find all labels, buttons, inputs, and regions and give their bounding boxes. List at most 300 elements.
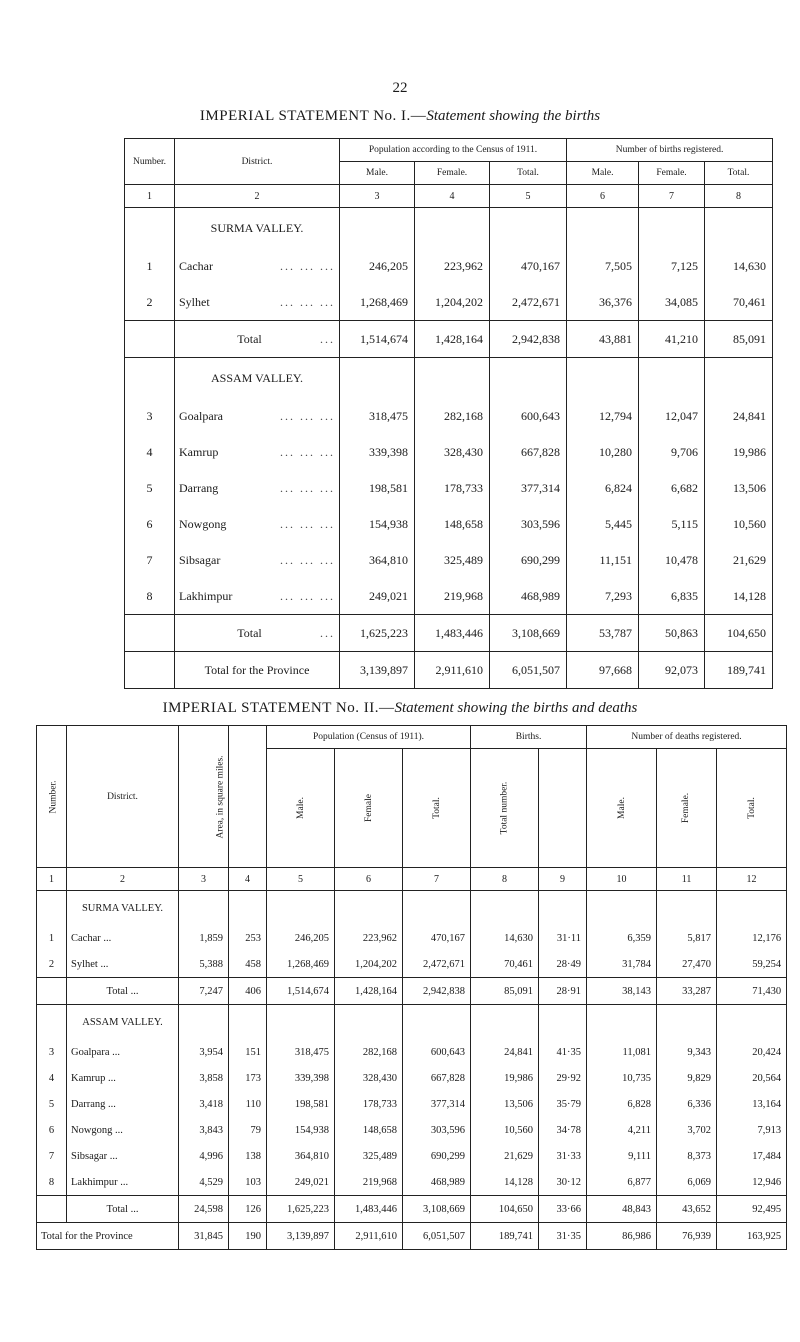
leader-dots: ...	[320, 331, 335, 346]
row-number: 3	[37, 1039, 67, 1065]
total-b-male: 53,787	[567, 615, 639, 652]
cell-pop-male: 249,021	[340, 578, 415, 615]
table-row	[125, 578, 773, 615]
cell-births-total: 10,560	[471, 1117, 539, 1143]
column-number: 4	[415, 185, 490, 208]
cell-b-total: 13,506	[705, 470, 773, 506]
col-number-header: Number.	[37, 726, 67, 868]
cell-pop-female: 325,489	[335, 1143, 403, 1169]
district-name: Sylhet ...	[67, 951, 179, 978]
empty-cell	[490, 358, 567, 399]
cell-b-total: 14,128	[705, 578, 773, 615]
cell-births-rate: 29·92	[539, 1065, 587, 1091]
province-pop-female: 2,911,610	[335, 1223, 403, 1250]
district-name: Darrang ...	[67, 1091, 179, 1117]
column-number-row	[37, 868, 787, 891]
cell-pop-total: 690,299	[403, 1143, 471, 1169]
group-heading: SURMA VALLEY.	[175, 208, 340, 249]
statement-2-title	[0, 700, 800, 717]
empty-cell	[340, 208, 415, 249]
province-number-cell	[125, 652, 175, 689]
cell-pop-total: 2,472,671	[490, 284, 567, 321]
cell-b-female: 34,085	[639, 284, 705, 321]
total-area: 7,247	[179, 978, 229, 1005]
total-b-female: 50,863	[639, 615, 705, 652]
empty-cell	[657, 1005, 717, 1040]
row-number: 8	[37, 1169, 67, 1196]
province-d-female: 76,939	[657, 1223, 717, 1250]
total-pop-male: 1,514,674	[267, 978, 335, 1005]
column-number: 8	[471, 868, 539, 891]
table-row	[37, 1117, 787, 1143]
total-d-male: 48,843	[587, 1196, 657, 1223]
deaths-female-header: Female.	[657, 749, 717, 868]
column-number: 5	[490, 185, 567, 208]
total-pop-female: 1,483,446	[415, 615, 490, 652]
column-number: 10	[587, 868, 657, 891]
row-number: 1	[125, 248, 175, 284]
cell-pop-female: 328,430	[335, 1065, 403, 1091]
total-b-total: 85,091	[705, 321, 773, 358]
cell-d-male: 6,877	[587, 1169, 657, 1196]
births-rate-header	[539, 749, 587, 868]
col-density-header	[229, 726, 267, 868]
deaths-total-header: Total.	[717, 749, 787, 868]
leader-dots: ... ... ...	[280, 294, 335, 309]
cell-d-total: 12,176	[717, 925, 787, 951]
col-district-header: District.	[175, 139, 340, 185]
empty-cell	[179, 1005, 229, 1040]
cell-pop-female: 282,168	[415, 398, 490, 434]
population-group-header: Population (Census of 1911).	[267, 726, 471, 749]
total-number-cell	[125, 615, 175, 652]
cell-pop-total: 470,167	[403, 925, 471, 951]
column-number: 4	[229, 868, 267, 891]
district-label: Nowgong	[179, 516, 227, 531]
statement-1-title	[0, 108, 800, 125]
group-heading-row	[37, 1005, 787, 1040]
total-row	[125, 321, 773, 358]
cell-b-total: 24,841	[705, 398, 773, 434]
district-label: Lakhimpur	[179, 588, 233, 603]
empty-cell	[403, 891, 471, 926]
district-name: Goalpara ...	[67, 1039, 179, 1065]
empty-cell	[539, 891, 587, 926]
pop-male-header: Male.	[267, 749, 335, 868]
column-number: 3	[179, 868, 229, 891]
cell-area: 5,388	[179, 951, 229, 978]
cell-b-male: 6,824	[567, 470, 639, 506]
table-row	[125, 470, 773, 506]
cell-d-female: 8,373	[657, 1143, 717, 1169]
cell-pop-total: 600,643	[403, 1039, 471, 1065]
table-row	[37, 1091, 787, 1117]
empty-cell	[490, 208, 567, 249]
empty-cell	[587, 891, 657, 926]
district-label: Cachar	[179, 258, 213, 273]
cell-births-total: 14,128	[471, 1169, 539, 1196]
empty-cell	[335, 891, 403, 926]
cell-pop-female: 178,733	[335, 1091, 403, 1117]
column-number: 8	[705, 185, 773, 208]
total-density: 126	[229, 1196, 267, 1223]
empty-cell	[717, 891, 787, 926]
cell-b-male: 5,445	[567, 506, 639, 542]
row-number: 3	[125, 398, 175, 434]
pop-total-header: Total.	[490, 162, 567, 185]
row-number: 6	[125, 506, 175, 542]
cell-births-total: 70,461	[471, 951, 539, 978]
province-total-row	[37, 1223, 787, 1250]
column-number: 7	[403, 868, 471, 891]
births-total-number-header: Total number.	[471, 749, 539, 868]
district-name: Cachar ...	[67, 925, 179, 951]
column-number: 1	[37, 868, 67, 891]
total-row	[37, 1196, 787, 1223]
district-name	[175, 284, 340, 321]
cell-area: 3,843	[179, 1117, 229, 1143]
column-number: 1	[125, 185, 175, 208]
cell-pop-female: 325,489	[415, 542, 490, 578]
cell-b-female: 12,047	[639, 398, 705, 434]
total-d-total: 71,430	[717, 978, 787, 1005]
total-births-rate: 33·66	[539, 1196, 587, 1223]
total-number-cell	[37, 1196, 67, 1223]
cell-pop-male: 198,581	[267, 1091, 335, 1117]
cell-pop-female: 219,968	[415, 578, 490, 615]
total-row	[125, 615, 773, 652]
cell-b-total: 70,461	[705, 284, 773, 321]
empty-cell	[229, 1005, 267, 1040]
table-row	[125, 248, 773, 284]
total-d-male: 38,143	[587, 978, 657, 1005]
district-name	[175, 398, 340, 434]
leader-dots: ... ... ...	[280, 552, 335, 567]
province-births-total: 189,741	[471, 1223, 539, 1250]
table-row	[37, 925, 787, 951]
district-name	[175, 506, 340, 542]
district-name: Lakhimpur ...	[67, 1169, 179, 1196]
table-row	[37, 1169, 787, 1196]
cell-d-total: 7,913	[717, 1117, 787, 1143]
cell-pop-male: 318,475	[267, 1039, 335, 1065]
group-number-cell	[125, 208, 175, 249]
cell-density: 103	[229, 1169, 267, 1196]
cell-pop-total: 303,596	[490, 506, 567, 542]
cell-pop-female: 1,204,202	[415, 284, 490, 321]
district-name: Sibsagar ...	[67, 1143, 179, 1169]
cell-pop-female: 223,962	[415, 248, 490, 284]
cell-pop-male: 339,398	[267, 1065, 335, 1091]
district-name	[175, 542, 340, 578]
pop-female-header: Female.	[415, 162, 490, 185]
cell-b-male: 11,151	[567, 542, 639, 578]
cell-pop-male: 249,021	[267, 1169, 335, 1196]
empty-cell	[705, 358, 773, 399]
total-b-female: 41,210	[639, 321, 705, 358]
total-label-text: Total	[237, 331, 262, 346]
cell-births-rate: 28·49	[539, 951, 587, 978]
empty-cell	[340, 358, 415, 399]
province-d-male: 86,986	[587, 1223, 657, 1250]
province-total-row	[125, 652, 773, 689]
empty-cell	[415, 208, 490, 249]
cell-b-male: 7,505	[567, 248, 639, 284]
column-number: 3	[340, 185, 415, 208]
leader-dots: ...	[320, 625, 335, 640]
births-total-header: Total.	[705, 162, 773, 185]
row-number: 2	[125, 284, 175, 321]
cell-pop-total: 2,472,671	[403, 951, 471, 978]
total-d-total: 92,495	[717, 1196, 787, 1223]
deaths-male-header: Male.	[587, 749, 657, 868]
table-row	[125, 398, 773, 434]
table-row	[125, 506, 773, 542]
statement-2-title-italic: Statement showing the births and deaths	[394, 700, 638, 716]
cell-pop-total: 468,989	[490, 578, 567, 615]
cell-d-total: 12,946	[717, 1169, 787, 1196]
district-label: Goalpara	[179, 408, 223, 423]
cell-pop-total: 600,643	[490, 398, 567, 434]
cell-pop-female: 223,962	[335, 925, 403, 951]
cell-d-female: 27,470	[657, 951, 717, 978]
province-pop-total: 6,051,507	[403, 1223, 471, 1250]
province-area: 31,845	[179, 1223, 229, 1250]
deaths-group-header: Number of deaths registered.	[587, 726, 787, 749]
table-row	[37, 1143, 787, 1169]
group-heading: ASSAM VALLEY.	[67, 1005, 179, 1040]
total-number-cell	[125, 321, 175, 358]
column-number: 6	[567, 185, 639, 208]
empty-cell	[717, 1005, 787, 1040]
group-heading: SURMA VALLEY.	[67, 891, 179, 926]
cell-births-total: 24,841	[471, 1039, 539, 1065]
group-heading-row	[125, 208, 773, 249]
cell-births-rate: 31·11	[539, 925, 587, 951]
cell-d-female: 6,069	[657, 1169, 717, 1196]
total-pop-female: 1,428,164	[335, 978, 403, 1005]
pop-total-header: Total.	[403, 749, 471, 868]
total-pop-total: 3,108,669	[403, 1196, 471, 1223]
province-births-rate: 31·35	[539, 1223, 587, 1250]
leader-dots: ... ... ...	[280, 408, 335, 423]
cell-d-male: 6,828	[587, 1091, 657, 1117]
cell-pop-male: 154,938	[267, 1117, 335, 1143]
empty-cell	[471, 1005, 539, 1040]
row-number: 5	[125, 470, 175, 506]
cell-b-female: 6,682	[639, 470, 705, 506]
cell-d-male: 6,359	[587, 925, 657, 951]
empty-cell	[587, 1005, 657, 1040]
row-number: 2	[37, 951, 67, 978]
empty-cell	[539, 1005, 587, 1040]
row-number: 6	[37, 1117, 67, 1143]
leader-dots: ... ... ...	[280, 258, 335, 273]
table-row	[125, 434, 773, 470]
statement-2-title-main: IMPERIAL STATEMENT No. II.—	[162, 700, 395, 716]
group-number-cell	[125, 358, 175, 399]
cell-d-total: 13,164	[717, 1091, 787, 1117]
cell-area: 3,954	[179, 1039, 229, 1065]
total-row	[37, 978, 787, 1005]
cell-b-male: 10,280	[567, 434, 639, 470]
cell-pop-total: 303,596	[403, 1117, 471, 1143]
group-heading: ASSAM VALLEY.	[175, 358, 340, 399]
cell-births-rate: 35·79	[539, 1091, 587, 1117]
cell-pop-male: 246,205	[267, 925, 335, 951]
cell-pop-female: 219,968	[335, 1169, 403, 1196]
total-pop-female: 1,483,446	[335, 1196, 403, 1223]
total-pop-total: 2,942,838	[490, 321, 567, 358]
leader-dots: ... ... ...	[280, 444, 335, 459]
births-female-header: Female.	[639, 162, 705, 185]
cell-area: 3,418	[179, 1091, 229, 1117]
cell-area: 3,858	[179, 1065, 229, 1091]
statement-1-body	[125, 208, 773, 689]
statement-2-table	[36, 725, 787, 1250]
total-label-text: Total	[237, 625, 262, 640]
statement-1-title-main: IMPERIAL STATEMENT No. I.—	[199, 108, 427, 124]
empty-cell	[335, 1005, 403, 1040]
col-number-header: Number.	[125, 139, 175, 185]
column-number: 5	[267, 868, 335, 891]
cell-pop-female: 1,204,202	[335, 951, 403, 978]
cell-pop-total: 377,314	[490, 470, 567, 506]
column-number: 11	[657, 868, 717, 891]
district-label: Darrang	[179, 480, 219, 495]
cell-density: 110	[229, 1091, 267, 1117]
row-number: 7	[37, 1143, 67, 1169]
total-pop-male: 1,625,223	[267, 1196, 335, 1223]
page-number: 22	[392, 80, 408, 96]
empty-cell	[179, 891, 229, 926]
cell-d-male: 31,784	[587, 951, 657, 978]
total-pop-total: 2,942,838	[403, 978, 471, 1005]
cell-births-total: 21,629	[471, 1143, 539, 1169]
district-name	[175, 470, 340, 506]
cell-d-male: 11,081	[587, 1039, 657, 1065]
total-d-female: 43,652	[657, 1196, 717, 1223]
empty-cell	[267, 1005, 335, 1040]
pop-female-header: Female	[335, 749, 403, 868]
province-total-label: Total for the Province	[37, 1223, 179, 1250]
group-heading-row	[37, 891, 787, 926]
pop-male-header: Male.	[340, 162, 415, 185]
cell-pop-total: 470,167	[490, 248, 567, 284]
cell-d-total: 20,564	[717, 1065, 787, 1091]
group-number-cell	[37, 1005, 67, 1040]
row-number: 8	[125, 578, 175, 615]
empty-cell	[639, 208, 705, 249]
cell-d-male: 4,211	[587, 1117, 657, 1143]
cell-pop-male: 318,475	[340, 398, 415, 434]
province-pop-male: 3,139,897	[340, 652, 415, 689]
cell-density: 173	[229, 1065, 267, 1091]
cell-b-male: 12,794	[567, 398, 639, 434]
cell-b-female: 6,835	[639, 578, 705, 615]
cell-d-male: 9,111	[587, 1143, 657, 1169]
province-b-male: 97,668	[567, 652, 639, 689]
column-number-row	[125, 185, 773, 208]
row-number: 7	[125, 542, 175, 578]
total-area: 24,598	[179, 1196, 229, 1223]
province-density: 190	[229, 1223, 267, 1250]
total-density: 406	[229, 978, 267, 1005]
empty-cell	[567, 208, 639, 249]
total-label: Total ...	[67, 1196, 179, 1223]
empty-cell	[567, 358, 639, 399]
district-name	[175, 248, 340, 284]
row-number: 1	[37, 925, 67, 951]
cell-births-rate: 31·33	[539, 1143, 587, 1169]
province-d-total: 163,925	[717, 1223, 787, 1250]
cell-pop-total: 468,989	[403, 1169, 471, 1196]
empty-cell	[403, 1005, 471, 1040]
cell-pop-total: 667,828	[403, 1065, 471, 1091]
cell-pop-total: 690,299	[490, 542, 567, 578]
table-row	[37, 1039, 787, 1065]
empty-cell	[415, 358, 490, 399]
cell-births-rate: 30·12	[539, 1169, 587, 1196]
cell-pop-total: 377,314	[403, 1091, 471, 1117]
group-number-cell	[37, 891, 67, 926]
cell-density: 151	[229, 1039, 267, 1065]
district-name	[175, 578, 340, 615]
cell-pop-male: 364,810	[340, 542, 415, 578]
cell-pop-total: 667,828	[490, 434, 567, 470]
table-row	[125, 284, 773, 321]
table-row	[37, 951, 787, 978]
cell-births-total: 19,986	[471, 1065, 539, 1091]
leader-dots: ... ... ...	[280, 516, 335, 531]
cell-b-total: 14,630	[705, 248, 773, 284]
total-b-male: 43,881	[567, 321, 639, 358]
cell-d-male: 10,735	[587, 1065, 657, 1091]
cell-births-rate: 41·35	[539, 1039, 587, 1065]
province-pop-male: 3,139,897	[267, 1223, 335, 1250]
cell-pop-female: 148,658	[415, 506, 490, 542]
column-number: 2	[67, 868, 179, 891]
cell-pop-female: 282,168	[335, 1039, 403, 1065]
table-row	[37, 1065, 787, 1091]
province-b-total: 189,741	[705, 652, 773, 689]
statement-1-title-italic: Statement showing the births	[426, 108, 601, 124]
total-pop-total: 3,108,669	[490, 615, 567, 652]
total-label	[175, 321, 340, 358]
births-group-header: Number of births registered.	[567, 139, 773, 162]
province-b-female: 92,073	[639, 652, 705, 689]
col-district-header: District.	[67, 726, 179, 868]
cell-births-total: 14,630	[471, 925, 539, 951]
total-births-total: 85,091	[471, 978, 539, 1005]
cell-b-female: 5,115	[639, 506, 705, 542]
province-total-label: Total for the Province	[175, 652, 340, 689]
total-b-total: 104,650	[705, 615, 773, 652]
cell-b-female: 9,706	[639, 434, 705, 470]
cell-b-total: 10,560	[705, 506, 773, 542]
cell-d-female: 9,343	[657, 1039, 717, 1065]
cell-density: 138	[229, 1143, 267, 1169]
group-heading-row	[125, 358, 773, 399]
province-pop-total: 6,051,507	[490, 652, 567, 689]
cell-pop-male: 198,581	[340, 470, 415, 506]
cell-density: 458	[229, 951, 267, 978]
births-group-header: Births.	[471, 726, 587, 749]
cell-pop-male: 246,205	[340, 248, 415, 284]
total-births-total: 104,650	[471, 1196, 539, 1223]
col-area-header: Area, in square miles.	[179, 726, 229, 868]
row-number: 5	[37, 1091, 67, 1117]
